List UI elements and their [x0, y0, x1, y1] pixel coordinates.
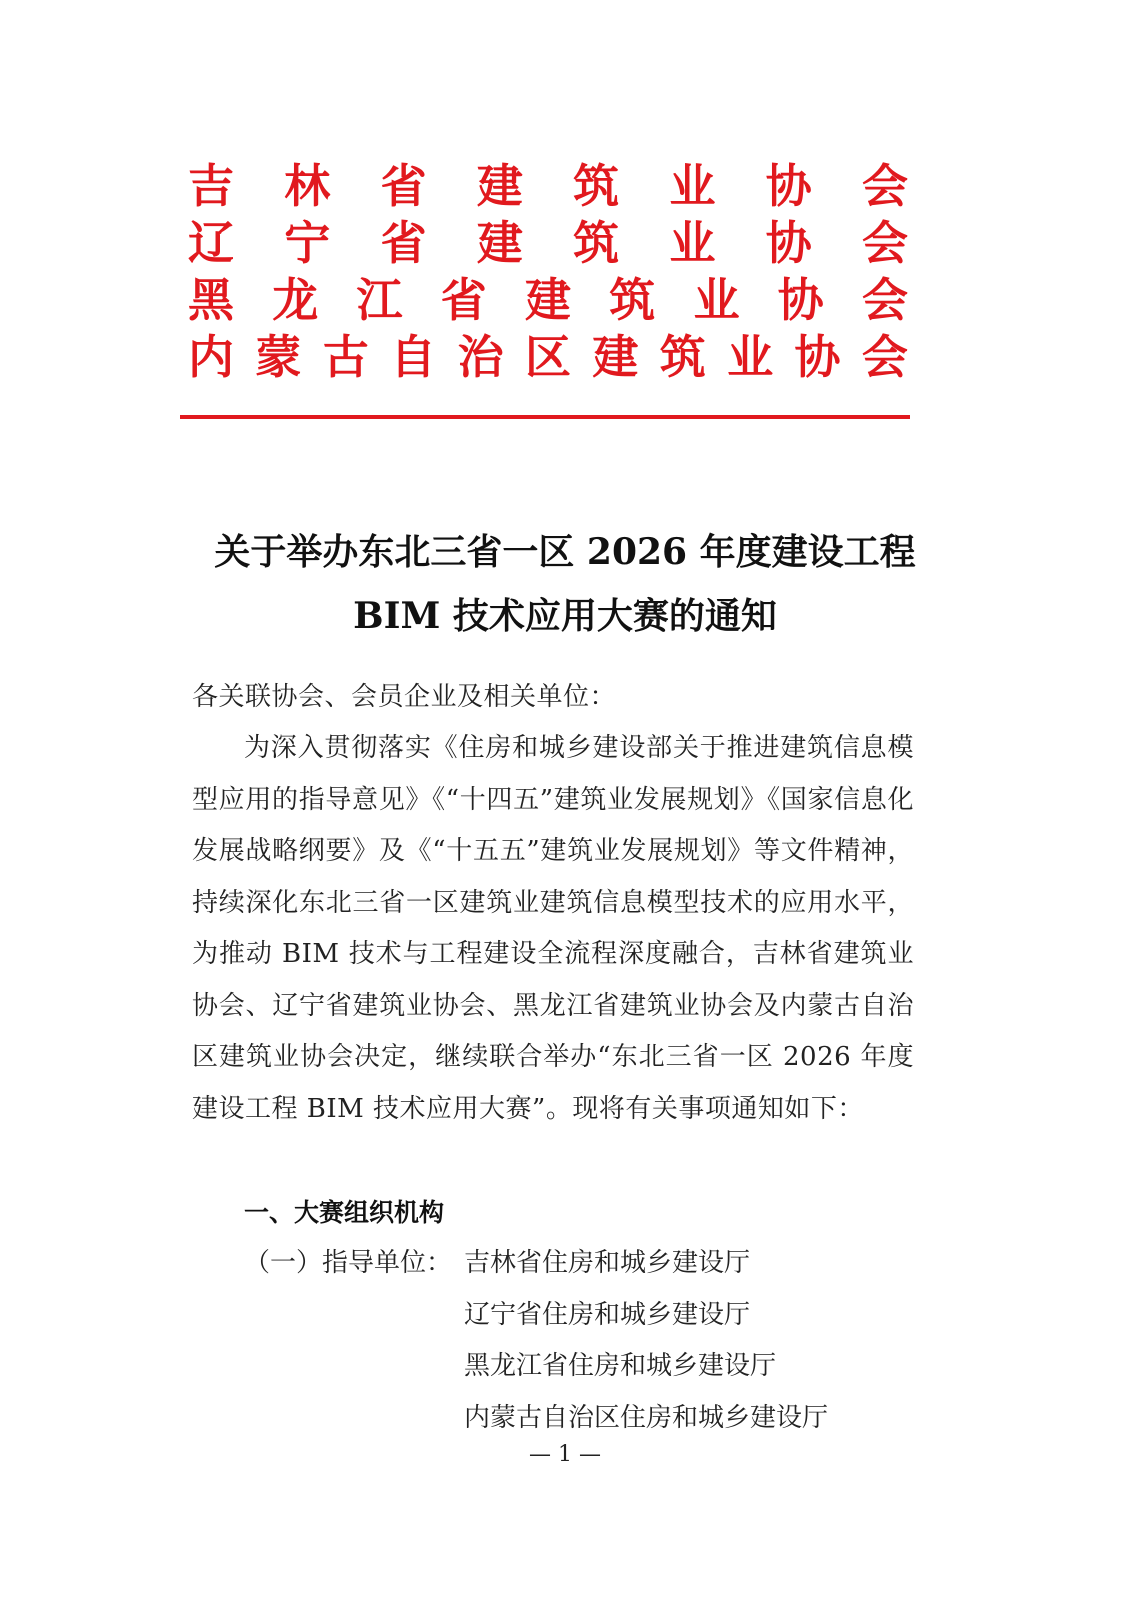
- header-char: 建: [476, 159, 523, 213]
- header-char: 蒙: [255, 330, 302, 384]
- header-char: 业: [693, 273, 740, 327]
- guide-unit: 内蒙古自治区住房和城乡建设厅: [464, 1402, 829, 1433]
- guide-units-label: （一）指导单位：: [244, 1248, 453, 1278]
- header-char: 自: [390, 330, 437, 384]
- header-char: 江: [356, 273, 403, 327]
- section-heading-organization: 一、大赛组织机构: [244, 1198, 445, 1227]
- header-char: 会: [861, 216, 908, 270]
- header-char: 吉: [188, 159, 234, 213]
- header-char: 建: [476, 216, 523, 270]
- header-char: 建: [592, 330, 639, 384]
- guide-unit: 辽宁省住房和城乡建设厅: [464, 1299, 751, 1330]
- header-char: 区: [524, 330, 571, 384]
- header-org-neimenggu: [188, 328, 908, 386]
- header-char: 林: [284, 159, 331, 213]
- header-char: 黑: [188, 273, 234, 327]
- header-char: 筑: [573, 216, 620, 270]
- header-char: 业: [669, 216, 716, 270]
- header-char: 治: [457, 330, 504, 384]
- header-char: 会: [861, 159, 908, 213]
- intro-paragraph: 为深入贯彻落实《住房和城乡建设部关于推进建筑信息模型应用的指导意见》《“十四五”建筑业发展规划》《国家信息化发展战略纲要》及《“十五五”建筑业发展规划》等文件精神，持续深化东北三省一区建筑业建筑信息模型技术的应用水平，为推动 BIM 技术与工程建设全流程深度融合，吉林省建筑业协会、辽宁省建筑业协会、黑龙江省建筑业协会及内蒙古自治区建筑业协会决定，继续联合举办“东北三省一区 2026 年度建设工程 BIM 技术应用大赛”。现将有关事项通知如下：: [192, 733, 914, 1124]
- header-char: 协: [765, 216, 812, 270]
- header-char: 业: [727, 330, 774, 384]
- page-number: — 1 —: [529, 1442, 601, 1467]
- header-char: 业: [669, 159, 716, 213]
- header-char: 会: [862, 273, 908, 327]
- header-char: 会: [861, 330, 908, 384]
- header-divider: [180, 415, 910, 419]
- header-char: 省: [380, 159, 427, 213]
- header-char: 宁: [284, 216, 331, 270]
- guide-unit: 吉林省住房和城乡建设厅: [464, 1248, 751, 1278]
- header-char: 协: [765, 159, 812, 213]
- header-char: 协: [794, 330, 841, 384]
- guide-units-label-row: [244, 1238, 464, 1290]
- header-org-heilongjiang: [188, 271, 908, 329]
- header-char: 省: [380, 216, 427, 270]
- guide-units-list: [464, 1238, 828, 1444]
- header-char: 省: [440, 273, 487, 327]
- document-title-line1: 关于举办东北三省一区 2026 年度建设工程: [214, 531, 916, 573]
- document-title-line2: BIM 技术应用大赛的通知: [353, 595, 777, 637]
- header-char: 筑: [573, 159, 620, 213]
- header-char: 建: [525, 273, 571, 327]
- header-char: 龙: [272, 273, 319, 327]
- header-char: 筑: [609, 273, 656, 327]
- header-char: 筑: [659, 330, 706, 384]
- guide-unit: 黑龙江省住房和城乡建设厅: [464, 1351, 777, 1381]
- header-org-liaoning: [188, 214, 908, 272]
- header-char: 古: [322, 330, 369, 384]
- header-char: 协: [777, 273, 824, 327]
- salutation: 各关联协会、会员企业及相关单位：: [192, 682, 617, 712]
- header-org-jilin: [188, 157, 908, 215]
- header-char: 内: [188, 330, 234, 384]
- header-char: 辽: [188, 216, 234, 270]
